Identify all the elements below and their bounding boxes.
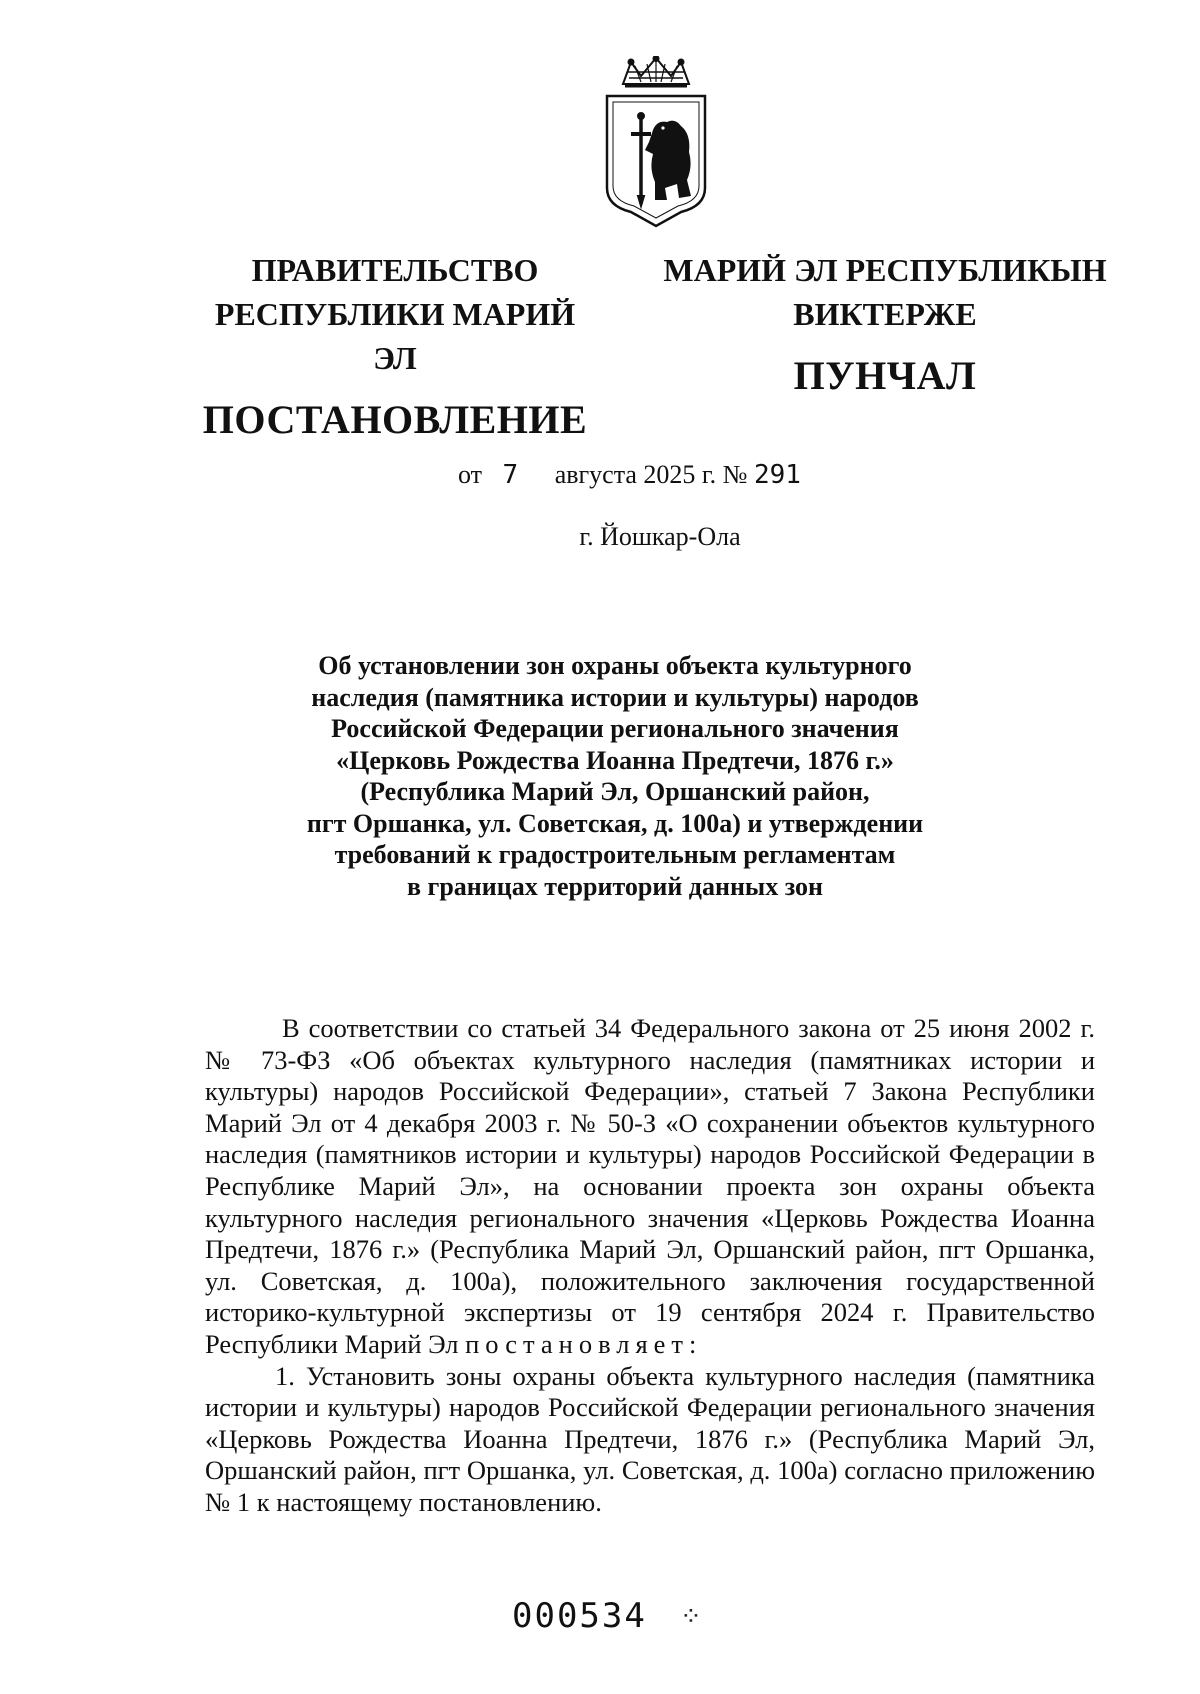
date-rest: августа 2025 г. № — [554, 460, 748, 489]
title-line: Российской Федерации регионального значения — [331, 714, 899, 743]
header-right — [660, 248, 1110, 398]
serial-number: 000534 — [512, 1596, 647, 1636]
title-line: требований к градостроительным регламентам — [334, 840, 896, 869]
title-line: «Церковь Рождества Иоанна Предтечи, 1876 г.» — [336, 745, 894, 775]
preamble-paragraph — [205, 1013, 1095, 1361]
document-kind-russian: ПОСТАНОВЛЕНИЕ — [202, 397, 588, 442]
document-date-line — [458, 460, 801, 490]
date-prefix: от — [458, 460, 483, 489]
document-body — [205, 1013, 1095, 1519]
org-name-russian-line1: ПРАВИТЕЛЬСТВО — [251, 252, 539, 288]
document-kind-mari: ПУНЧАЛ — [793, 353, 977, 398]
preamble-verb: постановляет: — [465, 1328, 703, 1359]
clause-1: 1. Установить зоны охраны объекта культурного наследия (памятника истории и культуры) народов Российской Федерации регионального значения «Церковь Рождества Иоанна Предтечи, 1876 г.» (Республика Марий Эл, Оршанский район, пгт Оршанка, ул. Советская, д. 100а) согласно приложению № 1 к настоящему постановлению. — [205, 1360, 1095, 1517]
date-day: 7 — [502, 460, 519, 490]
title-line: пгт Оршанка, ул. Советская, д. 100а) и утверждении — [306, 808, 924, 838]
org-name-russian-line2: РЕСПУБЛИКИ МАРИЙ ЭЛ — [214, 296, 576, 376]
org-name-mari-line1: МАРИЙ ЭЛ РЕСПУБЛИКЫН — [663, 252, 1107, 288]
document-city: г. Йошкар-Ола — [579, 522, 741, 551]
header-left — [195, 248, 595, 442]
title-line: Об установлении зон охраны объекта культурного — [318, 651, 912, 680]
coat-of-arms-emblem — [601, 56, 711, 232]
document-number: 291 — [753, 460, 801, 490]
org-name-mari-line2: ВИКТЕРЖЕ — [793, 296, 977, 332]
preamble-text: В соответствии со статьей 34 Федерального закона от 25 июня 2002 г. № 73-ФЗ «Об объектах культурного наследия (памятниках истории и культуры) народов Российской Федерации», статьей 7 Закона Республики Марий Эл от 4 декабря 2003 г. № 50-З «О сохранении объектов культурного наследия (памятников истории и культуры) народов Российской Федерации в Республике Марий Эл», на основании проекта зон охраны объекта культурного наследия регионального значения «Церковь Рождества Иоанна Предтечи, 1876 г.» (Республика Марий Эл, Оршанский район, пгт Оршанка, ул. Советская, д. 100а), положительного заключения государственной историко-культурной экспертизы от 19 сентября 2024 г. Правительство Республики Марий Эл — [205, 1013, 1095, 1359]
footer-ornament: ⁘ — [680, 1602, 702, 1631]
document-title — [250, 650, 980, 902]
title-line: в границах территорий данных зон — [407, 871, 823, 901]
title-line: наследия (памятника истории и культуры) народов — [311, 682, 919, 712]
title-line: (Республика Марий Эл, Оршанский район, — [360, 777, 870, 806]
